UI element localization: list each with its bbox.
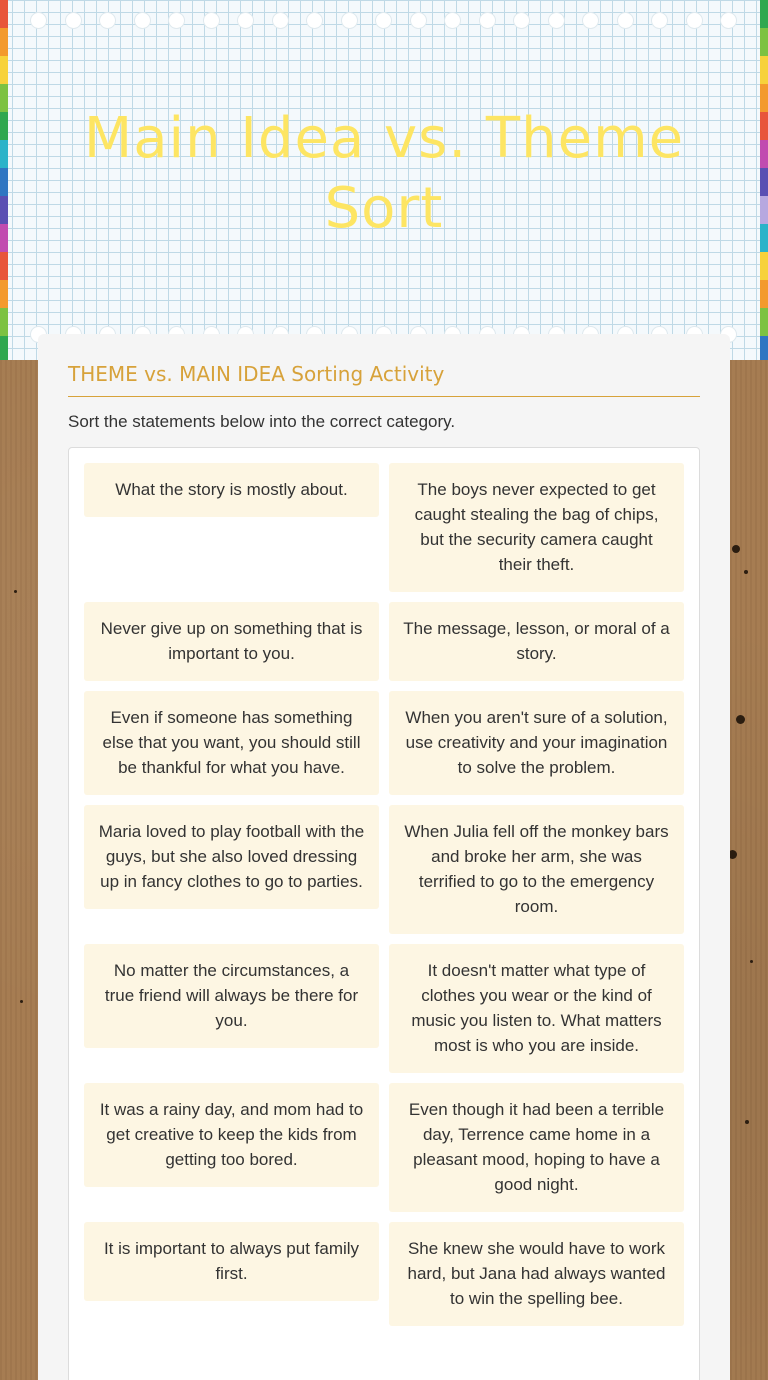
rainbow-edge-right [760,0,768,360]
sort-item[interactable]: She knew she would have to work hard, but Jana had always wanted to win the spelling bee. [389,1222,684,1326]
background-speck [744,570,748,574]
binder-holes-top [0,12,768,32]
sort-item[interactable]: When Julia fell off the monkey bars and broke her arm, she was terrified to go to the emergency room. [389,805,684,934]
sort-item[interactable]: When you aren't sure of a solution, use creativity and your imagination to solve the problem. [389,691,684,795]
sort-item[interactable]: It was a rainy day, and mom had to get creative to keep the kids from getting too bored. [84,1083,379,1187]
background-speck [20,1000,23,1003]
sort-item[interactable]: What the story is mostly about. [84,463,379,517]
sort-item[interactable]: No matter the circumstances, a true friend will always be there for you. [84,944,379,1048]
sort-item[interactable]: Never give up on something that is important to you. [84,602,379,681]
background-speck [14,590,17,593]
sort-item-area [68,447,700,1380]
sort-item[interactable]: Maria loved to play football with the guys, but she also loved dressing up in fancy clothes to go to parties. [84,805,379,909]
background-speck [732,545,740,553]
sort-item[interactable]: Even though it had been a terrible day, Terrence came home in a pleasant mood, hoping to have a good night. [389,1083,684,1212]
activity-card [38,334,730,1380]
sort-item[interactable]: The message, lesson, or moral of a story. [389,602,684,681]
sort-item[interactable]: It doesn't matter what type of clothes you wear or the kind of music you listen to. What matters most is who you are inside. [389,944,684,1073]
rainbow-edge-left [0,0,8,360]
activity-instructions: Sort the statements below into the correct category. [68,412,456,431]
activity-heading: THEME vs. MAIN IDEA Sorting Activity [68,362,700,397]
background-speck [745,1120,749,1124]
sort-item[interactable]: Even if someone has something else that you want, you should still be thankful for what you have. [84,691,379,795]
page-title: Main Idea vs. Theme Sort [83,106,685,241]
sort-item-grid [84,463,684,1326]
header-banner [0,0,768,360]
sort-item[interactable]: It is important to always put family first. [84,1222,379,1301]
sort-item[interactable]: The boys never expected to get caught stealing the bag of chips, but the security camera caught their theft. [389,463,684,592]
background-speck [736,715,745,724]
background-speck [750,960,753,963]
